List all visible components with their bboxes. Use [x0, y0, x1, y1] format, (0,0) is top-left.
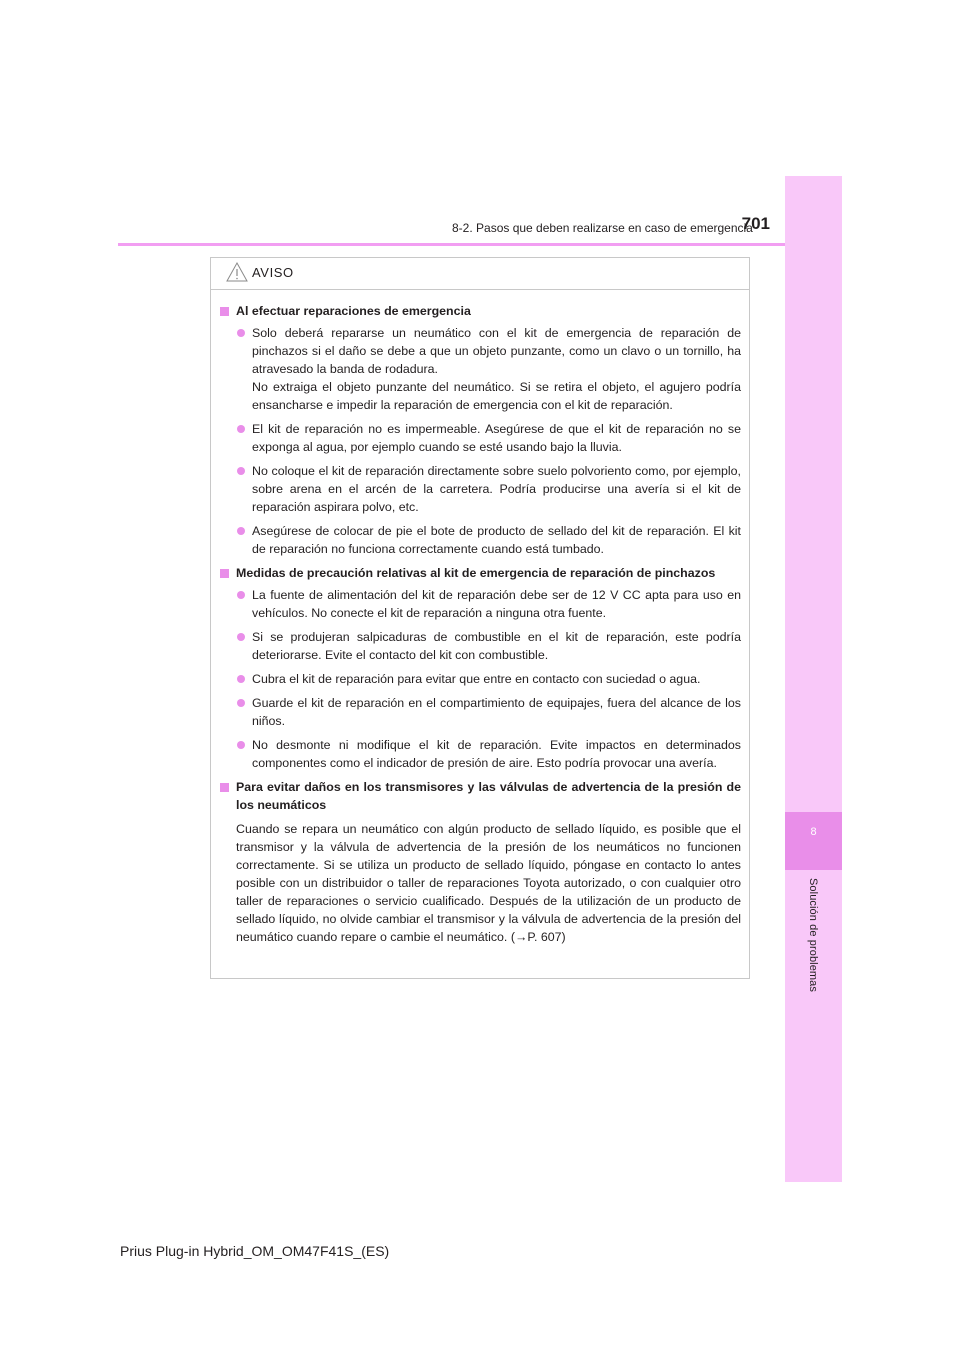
footer-text: Prius Plug-in Hybrid_OM_OM47F41S_(ES): [120, 1243, 390, 1259]
section-paragraph: Cuando se repara un neumático con algún producto de sellado líquido, es posible que el transmisor y la válvula de advertencia de la presión de los neumáticos no funcionen correctamente. Si se utiliza un producto de sellado líquido, póngase en contacto lo antes posible con un distribuidor o taller de reparaciones Toyota autorizado, o con cualquier otro taller de reparaciones o servicio cualificado. Después de la utilización de un producto de sellado líquido, no olvide cambiar el transmisor y la válvula de advertencia de la presión del neumático cuando repare o cambie el neumático. (→P. 607): [236, 822, 741, 944]
section-marker-icon: [220, 783, 229, 792]
bullet-item: [236, 694, 741, 730]
bullet-paragraph: No coloque el kit de reparación directamente sobre suelo polvoriento como, por ejemplo, sobre arena en el arcén de la carretera. Podría producirse una avería si el kit de reparación aspirara polvo, etc.: [252, 464, 741, 514]
bullet-item: [236, 670, 741, 688]
chapter-number: 8: [810, 826, 817, 838]
bullet-item: [236, 420, 741, 456]
chapter-title: Solución de problemas: [807, 878, 819, 993]
chapter-side-tab: [785, 176, 842, 1182]
notice-body: [211, 290, 749, 946]
bullet-dot-icon: [237, 741, 245, 749]
bullet-item: [236, 628, 741, 664]
bullet-paragraph: Si se produjeran salpicaduras de combustible en el kit de reparación, este podría deteriorarse. Evite el contacto del kit con combustible.: [252, 630, 741, 662]
bullet-dot-icon: [237, 591, 245, 599]
bullet-item: [236, 586, 741, 622]
section-title: 8-2. Pasos que deben realizarse en caso de emergencia: [452, 221, 753, 235]
bullet-paragraph: No extraiga el objeto punzante del neumático. Si se retira el objeto, el agujero podría ensancharse e impedir la reparación de emergencia con el kit de reparación.: [252, 380, 741, 412]
bullet-paragraph: Solo deberá repararse un neumático con el kit de emergencia de reparación de pinchazos si el daño se debe a que un objeto punzante, como un clavo o un tornillo, ha atravesado la banda de rodadura.: [252, 326, 741, 376]
bullet-paragraph: No desmonte ni modifique el kit de reparación. Evite impactos en determinados componentes como el indicador de presión de aire. Esto podría provocar una avería.: [252, 738, 741, 770]
bullet-item: [236, 522, 741, 558]
bullet-dot-icon: [237, 467, 245, 475]
bullet-paragraph: Guarde el kit de reparación en el compartimiento de equipajes, fuera del alcance de los niños.: [252, 696, 741, 728]
bullet-dot-icon: [237, 527, 245, 535]
bullet-item: [236, 462, 741, 516]
bullet-paragraph: El kit de reparación no es impermeable. Asegúrese de que el kit de reparación no se exponga al agua, por ejemplo cuando se esté usando bajo la lluvia.: [252, 422, 741, 454]
notice-box: [210, 257, 750, 979]
section-title-text: Medidas de precaución relativas al kit de emergencia de reparación de pinchazos: [236, 566, 716, 580]
bullet-paragraph: Cubra el kit de reparación para evitar que entre en contacto con suciedad o agua.: [252, 672, 701, 686]
bullet-item: [236, 324, 741, 414]
notice-section: [220, 302, 741, 558]
notice-label: AVISO: [252, 265, 294, 280]
section-title-text: Al efectuar reparaciones de emergencia: [236, 304, 471, 318]
section-title-text: Para evitar daños en los transmisores y las válvulas de advertencia de la presión de los neumáticos: [236, 780, 741, 812]
bullet-dot-icon: [237, 425, 245, 433]
bullet-dot-icon: [237, 329, 245, 337]
bullet-dot-icon: [237, 675, 245, 683]
header-rule: [118, 243, 785, 246]
bullet-paragraph: Asegúrese de colocar de pie el bote de producto de sellado del kit de reparación. El kit de reparación no funciona correctamente cuando está tumbado.: [252, 524, 741, 556]
chapter-tab-marker: [785, 812, 842, 870]
bullet-item: [236, 736, 741, 772]
bullet-dot-icon: [237, 633, 245, 641]
notice-section: [220, 778, 741, 946]
section-marker-icon: [220, 307, 229, 316]
bullet-dot-icon: [237, 699, 245, 707]
notice-header: [211, 258, 749, 290]
page-number: 701: [741, 214, 770, 233]
bullet-paragraph: La fuente de alimentación del kit de reparación debe ser de 12 V CC apta para uso en vehículos. No conecte el kit de reparación a ninguna otra fuente.: [252, 588, 741, 620]
section-marker-icon: [220, 569, 229, 578]
notice-section: [220, 564, 741, 772]
warning-triangle-icon: [226, 261, 248, 283]
